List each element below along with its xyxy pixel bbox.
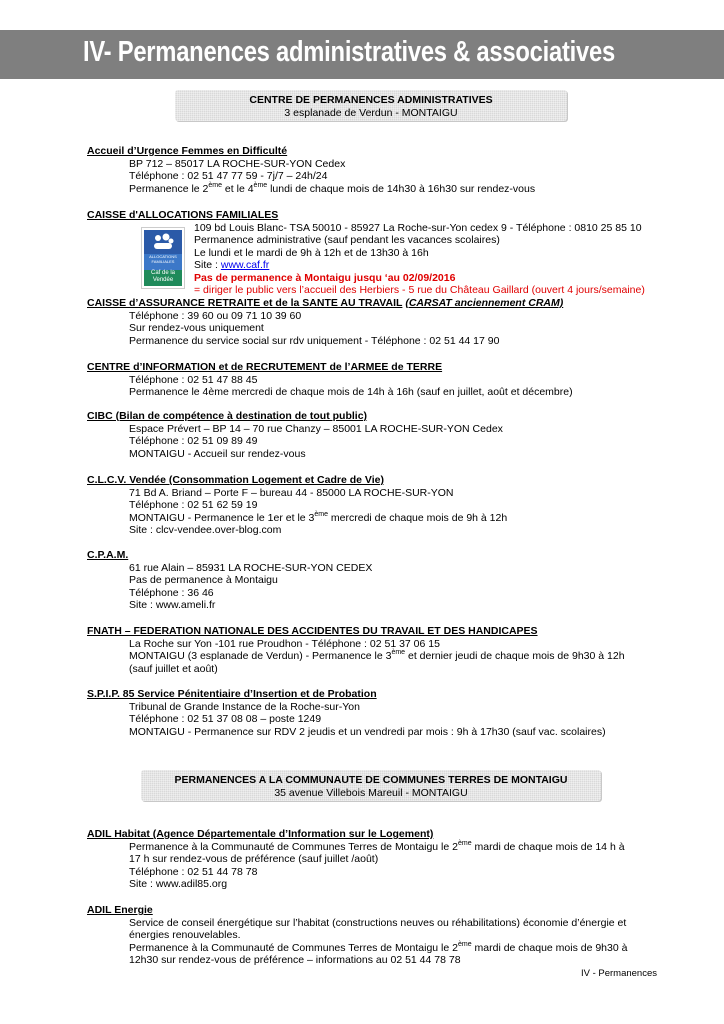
section-accueil-femmes <box>87 145 535 195</box>
address-line: Espace Prévert – BP 14 – 70 rue Chanzy – 85001 LA ROCHE-SUR-YON Cedex <box>129 422 503 435</box>
info-line: (sauf juillet et août) <box>129 662 218 675</box>
notice-line: Pas de permanence à Montaigu jusqu ‘au 02/09/2016 <box>194 271 456 284</box>
section-adil-habitat <box>87 828 625 891</box>
caf-logo <box>141 227 185 289</box>
caf-site-link[interactable]: www.caf.fr <box>220 259 270 271</box>
section-heading: C.L.C.V. Vendée (Consommation Logement et Cadre de Vie) <box>87 474 384 486</box>
site-line: Site : www.caf.fr <box>194 259 270 271</box>
phone-line: Téléphone : 02 51 47 77 59 - 7j/7 – 24h/24 <box>129 170 328 182</box>
section-heading: ADIL Habitat (Agence Départementale d’Information sur le Logement) <box>87 828 434 840</box>
section-adil-energie <box>87 904 627 967</box>
page-title: IV- Permanences administratives & associatives <box>83 36 615 68</box>
phone-line: Téléphone : 02 51 62 59 19 <box>129 499 258 511</box>
schedule-line: MONTAIGU - Permanence le 1er et le 3ème mercredi de chaque mois de 9h à 12h <box>129 510 508 524</box>
phone-line: Téléphone : 02 51 37 08 08 – poste 1249 <box>129 713 322 725</box>
section-carsat <box>87 297 563 347</box>
communaute-title: PERMANENCES A LA COMMUNAUTE DE COMMUNES TERRES DE MONTAIGU <box>174 774 568 786</box>
caf-logo-text: ALLOCATIONS FAMILIALES <box>144 254 182 270</box>
section-clcv <box>87 474 507 537</box>
info-line: MONTAIGU - Accueil sur rendez-vous <box>129 447 306 460</box>
section-heading: ADIL Energie <box>87 904 153 916</box>
section-heading: Accueil d’Urgence Femmes en Difficulté <box>87 145 288 157</box>
caf-logo-subtitle: Caf de la Vendée <box>144 270 182 286</box>
section-spip <box>87 688 606 738</box>
phone-line: Téléphone : 02 51 44 78 78 <box>129 865 258 878</box>
communaute-address: 35 avenue Villebois Mareuil - MONTAIGU <box>274 787 468 799</box>
caf-logo-emblem <box>144 230 182 254</box>
schedule-line: MONTAIGU (3 esplanade de Verdun) - Permanence le 3ème et dernier jeudi de chaque mois de 9h30 à 12h <box>129 649 625 662</box>
admin-centre-header <box>175 90 567 121</box>
schedule-line: Permanence à la Communauté de Communes Terres de Montaigu le 2ème mardi de chaque mois de 14 h à <box>129 839 625 853</box>
site-line: Site : www.ameli.fr <box>129 599 216 611</box>
address-line: 109 bd Louis Blanc- TSA 50010 - 85927 La Roche-sur-Yon cedex 9 - Téléphone : 0810 25 85 10 <box>194 221 642 234</box>
admin-centre-title: CENTRE DE PERMANENCES ADMINISTRATIVES <box>249 94 493 106</box>
schedule-line: Permanence le 2ème et le 4ème lundi de chaque mois de 14h30 à 16h30 sur rendez-vous <box>129 181 536 195</box>
phone-line: Téléphone : 39 60 ou 09 71 10 39 60 <box>129 309 302 322</box>
section-cibc <box>87 410 503 460</box>
section-heading: CIBC (Bilan de compétence à destination de tout public) <box>87 410 368 422</box>
admin-centre-address: 3 esplanade de Verdun - MONTAIGU <box>284 107 458 119</box>
section-heading: C.P.A.M. <box>87 549 129 561</box>
communaute-header <box>141 770 601 801</box>
schedule-line: Le lundi et le mardi de 9h à 12h et de 13h30 à 16h <box>194 246 429 259</box>
info-line: énergies renouvelables. <box>129 929 241 941</box>
section-heading: CAISSE d'ALLOCATIONS FAMILIALES <box>87 209 279 221</box>
info-line: Permanence du service social sur rdv uniquement - Téléphone : 02 51 44 17 90 <box>129 334 500 347</box>
info-line: Permanence administrative (sauf pendant les vacances scolaires) <box>194 234 500 246</box>
address-line: 61 rue Alain – 85931 LA ROCHE-SUR-YON CEDEX <box>129 561 373 574</box>
schedule-line: 17 h sur rendez-vous de préférence (sauf juillet /août) <box>129 853 379 865</box>
section-fnath <box>87 625 625 675</box>
schedule-line: MONTAIGU - Permanence sur RDV 2 jeudis et un vendredi par mois : 9h à 17h30 (sauf vac. scolaires) <box>129 725 606 738</box>
info-line: Sur rendez-vous uniquement <box>129 322 264 334</box>
page-footer: IV - Permanences <box>580 968 657 979</box>
address-line: La Roche sur Yon -101 rue Proudhon - Téléphone : 02 51 37 06 15 <box>129 637 440 650</box>
schedule-line: 12h30 sur rendez-vous de préférence – informations au 02 51 44 78 78 <box>129 954 461 966</box>
phone-line: Téléphone : 02 51 09 89 49 <box>129 435 258 447</box>
schedule-line: Permanence le 4ème mercredi de chaque mois de 14h à 16h (sauf en juillet, août et décembre) <box>129 386 573 398</box>
section-cpam <box>87 549 372 612</box>
address-line: Tribunal de Grande Instance de la Roche-sur-Yon <box>129 700 360 713</box>
site-line: Site : clcv-vendee.over-blog.com <box>129 524 282 536</box>
info-line: Service de conseil énergétique sur l’habitat (constructions neuves ou réhabilitations) économie d’énergie et <box>129 916 627 929</box>
section-heading: CENTRE d’INFORMATION et de RECRUTEMENT de l’ARMEE de TERRE <box>87 361 443 373</box>
section-armee <box>87 361 573 399</box>
address-line: BP 712 – 85017 LA ROCHE-SUR-YON Cedex <box>129 157 346 170</box>
section-heading: CAISSE d’ASSURANCE RETRAITE et de la SANTE AU TRAVAIL (CARSAT anciennement CRAM) <box>87 297 564 309</box>
section-heading: S.P.I.P. 85 Service Pénitentiaire d’Insertion et de Probation <box>87 688 377 700</box>
info-line: Pas de permanence à Montaigu <box>129 574 278 586</box>
address-line: 71 Bd A. Briand – Porte F – bureau 44 - 85000 LA ROCHE-SUR-YON <box>129 486 454 499</box>
phone-line: Téléphone : 36 46 <box>129 586 214 599</box>
title-banner <box>0 30 724 79</box>
section-heading: FNATH – FEDERATION NATIONALE DES ACCIDENTES DU TRAVAIL ET DES HANDICAPES <box>87 625 538 637</box>
phone-line: Téléphone : 02 51 47 88 45 <box>129 373 258 386</box>
schedule-line: Permanence à la Communauté de Communes Terres de Montaigu le 2ème mardi de chaque mois de 9h30 à <box>129 940 628 954</box>
notice-detail-line: = diriger le public vers l’accueil des Herbiers - 5 rue du Château Gaillard (ouvert 4 jours/semaine) <box>194 284 645 296</box>
site-line: Site : www.adil85.org <box>129 878 228 890</box>
